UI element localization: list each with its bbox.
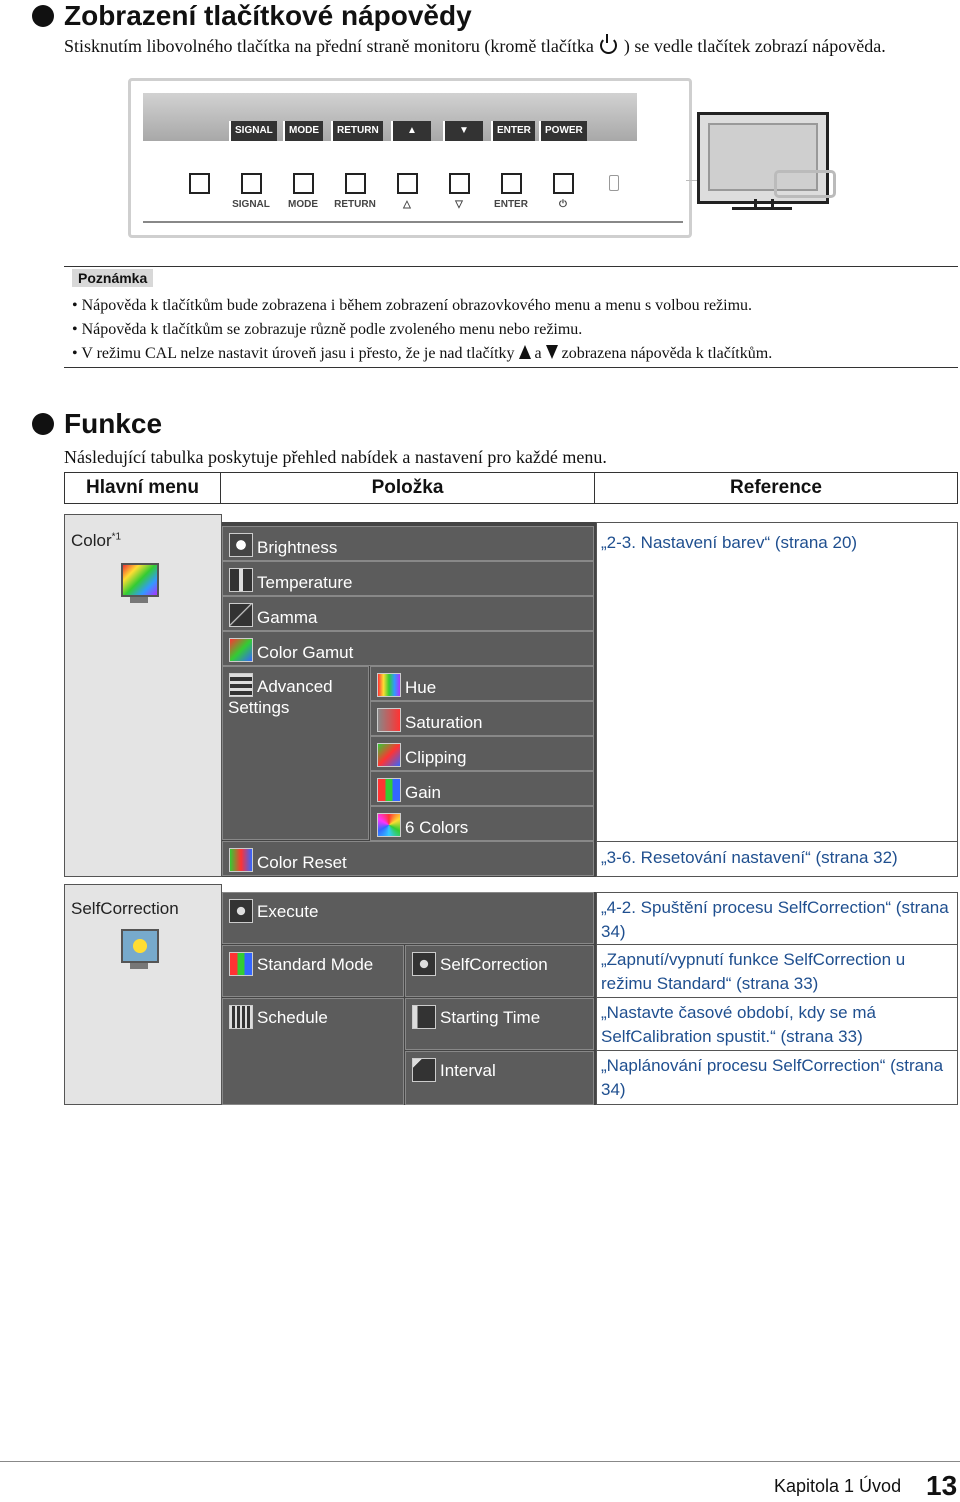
standard-mode-icon [229,952,253,976]
color-menu-icon [121,563,161,607]
label-enter: ENTER [494,199,528,210]
item-brightness[interactable] [222,526,594,561]
section1-lead [64,36,886,57]
monitor-button-highlight [774,170,836,198]
label-mode: MODE [288,199,318,210]
subitem-label: Gain [405,783,441,802]
front-button-up[interactable] [397,173,418,194]
label-up: △ [403,199,411,210]
item-gamma[interactable] [222,596,594,631]
note-text-1: Nápověda k tlačítkům bude zobrazena i během zobrazení obrazovkového menu a menu s volbou režimu. [81,297,753,314]
front-button-enter[interactable] [501,173,522,194]
footer-rule [0,1461,960,1462]
guide-power: POWER [539,121,587,141]
ref-link-text[interactable]: „Zapnutí/vypnutí funkce SelfCorrection u režimu Standard“ (strana 33) [601,950,906,993]
gamma-icon [229,603,253,627]
section-title-functions [32,408,162,440]
note-text-3b: a [534,345,542,362]
front-button-blank[interactable] [189,173,210,194]
gain-icon [377,778,401,802]
main-menu-color-label: Color$^{*1}$ [71,531,122,550]
front-button-down[interactable] [449,173,470,194]
item-color-reset[interactable] [222,841,594,876]
subitem-saturation[interactable] [370,701,594,736]
subitem-selfcorrection[interactable] [405,945,594,997]
note-text-3a: V režimu CAL nelze nastavit úroveň jasu i přesto, že je nad tlačítky [81,345,515,362]
ref-link-text[interactable]: „Naplánování procesu SelfCorrection“ (strana 34) [601,1056,944,1099]
subitem-label: Interval [440,1061,496,1080]
note-item-1: • Nápověda k tlačítkům bude zobrazena i během zobrazení obrazovkového menu a menu s volbou režimu. [72,297,753,314]
subitem-interval[interactable] [405,1051,594,1105]
item-label: Schedule [257,1008,328,1027]
up-arrow-icon [519,345,531,359]
item-label: Execute [257,902,319,921]
ref-standard-mode[interactable] [596,945,958,998]
monitor-base [732,207,792,210]
brightness-icon [229,533,253,557]
item-label: Brightness [257,538,338,557]
ref-link-text[interactable]: „Nastavte časové období, kdy se má SelfCalibration spustit.“ (strana 33) [601,1003,876,1046]
guide-signal: SIGNAL [229,121,277,141]
selfcorrection-menu-icon [121,929,161,973]
six-colors-icon [377,813,401,837]
item-label: Temperature [257,573,353,592]
front-button-signal[interactable] [241,173,262,194]
subitem-label: Starting Time [440,1008,541,1027]
note-text-3c: zobrazena nápověda k tlačítkům. [561,345,773,362]
header-item: Položka [221,472,595,504]
main-menu-color [64,514,222,877]
color-reset-icon [229,848,253,872]
power-icon [600,37,617,54]
ref-schedule[interactable] [596,1051,958,1105]
item-label: Gamma [257,608,318,627]
note-text-2: Nápověda k tlačítkům se zobrazuje různě podle zvoleného menu nebo režimu. [81,321,583,338]
schedule-icon [229,1005,253,1029]
header-reference: Reference [595,472,958,504]
footer-chapter: Kapitola 1 Úvod [774,1476,902,1496]
color-gamut-icon [229,638,253,662]
guide-bar [143,93,637,141]
header-main-menu: Hlavní menu [64,472,221,504]
label-power: ⏻ [559,199,567,210]
page-number: 13 [926,1470,958,1501]
front-button-return[interactable] [345,173,366,194]
saturation-icon [377,708,401,732]
guide-mode: MODE [283,121,323,141]
execute-icon [229,899,253,923]
bezel-edge [143,221,683,223]
lead-text-after: ) se vedle tlačítek zobrazí nápověda. [623,36,886,56]
starting-time-icon [412,1005,436,1029]
ref-link-text[interactable]: „3-6. Resetování nastavení“ (strana 32) [601,848,898,867]
ref-execute[interactable] [596,892,958,945]
guide-return: RETURN [331,121,383,141]
selfcorrection-icon [412,952,436,976]
item-standard-mode[interactable] [222,945,404,997]
interval-icon [412,1058,436,1082]
subitem-gain[interactable] [370,771,594,806]
label-return: RETURN [334,199,376,210]
ref-reset[interactable] [596,841,958,877]
section2-lead: Následující tabulka poskytuje přehled nabídek a nastavení pro každé menu. [64,447,607,467]
subitem-6-colors[interactable] [370,806,594,841]
item-label: Standard Mode [257,955,374,974]
item-label: Advanced Settings [228,677,333,717]
ref-starting-time[interactable] [596,998,958,1051]
item-advanced-settings[interactable] [222,666,369,840]
temperature-icon [229,568,253,592]
clipping-icon [377,743,401,767]
item-color-gamut[interactable] [222,631,594,666]
section-title-text: Funkce [64,408,163,439]
guide-up: ▲ [391,121,431,141]
ref-link-text[interactable]: „2-3. Nastavení barev“ (strana 20) [601,533,858,552]
down-arrow-icon [546,345,558,359]
lead-text-before: Stisknutím libovolného tlačítka na přední straně monitoru (kromě tlačítka [64,36,594,56]
item-label: Color Reset [257,853,347,872]
subitem-starting-time[interactable] [405,998,594,1050]
bullet-icon [32,5,54,27]
note-box [64,266,958,368]
label-signal: SIGNAL [232,199,270,210]
front-button-mode[interactable] [293,173,314,194]
button-guide-illustration [128,78,692,238]
guide-down: ▼ [443,121,483,141]
item-temperature[interactable] [222,561,594,596]
subitem-label: Saturation [405,713,483,732]
subitem-label: Hue [405,678,437,697]
power-led-icon [609,175,619,191]
subitem-label: 6 Colors [405,818,469,837]
subitem-clipping[interactable] [370,736,594,771]
subitem-hue[interactable] [370,666,594,701]
guide-enter: ENTER [491,121,535,141]
note-item-3: • V režimu CAL nelze nastavit úroveň jasu i přesto, že je nad tlačítky a zobrazena nápověda k tlačítkům. [72,345,773,362]
bullet-icon [32,413,54,435]
item-label: Color Gamut [257,643,354,662]
main-menu-selfcorrection-label: SelfCorrection [71,899,179,918]
note-title: Poznámka [72,269,153,287]
hue-icon [377,673,401,697]
front-button-power[interactable] [553,173,574,194]
ref-link-text[interactable]: „4-2. Spuštění procesu SelfCorrection“ (strana 34) [601,898,949,941]
main-menu-selfcorrection [64,884,222,1105]
note-item-2: • Nápověda k tlačítkům se zobrazuje různě podle zvoleného menu nebo režimu. [72,321,583,338]
item-execute[interactable] [222,892,594,944]
subitem-label: Clipping [405,748,467,767]
subitem-label: SelfCorrection [440,955,548,974]
ref-color-settings[interactable] [596,522,958,842]
section-title-text: Zobrazení tlačítkové nápovědy [64,0,472,31]
item-schedule[interactable] [222,998,404,1105]
section-title-button-guide [32,0,472,32]
label-down: ▽ [455,199,463,210]
